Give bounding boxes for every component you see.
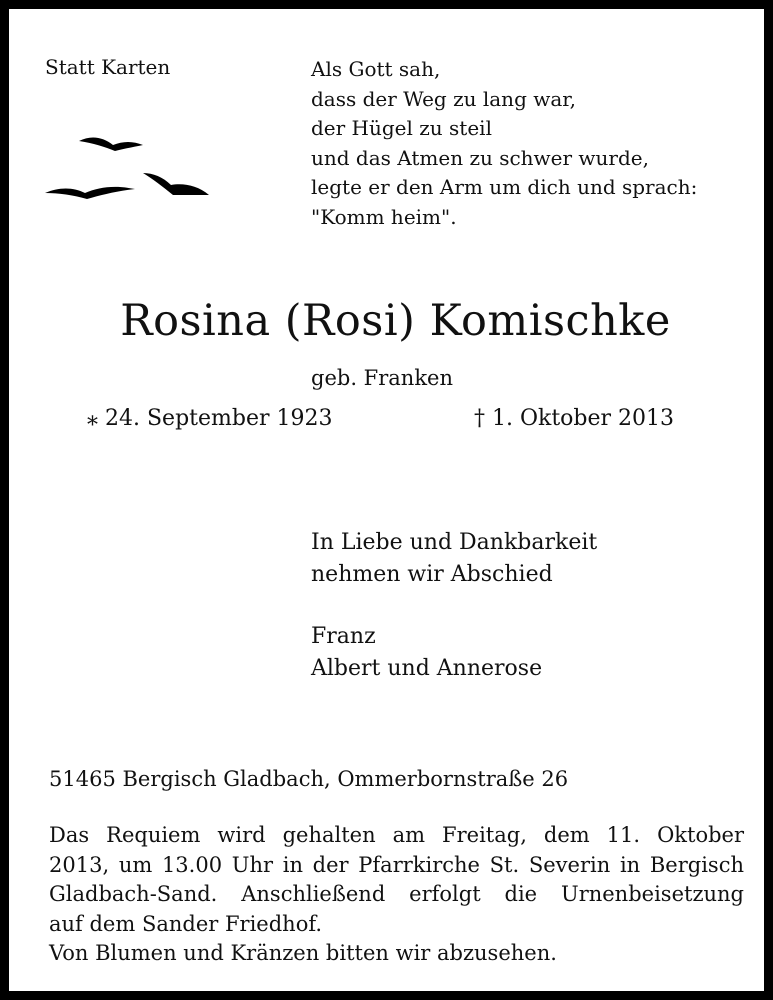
notice-line: auf dem Sander Friedhof. <box>49 911 323 936</box>
mourner-line: Albert und Annerose <box>311 656 543 681</box>
deceased-name: Rosina (Rosi) Komischke <box>120 296 671 346</box>
birth-date: ⁎ 24. September 1923 <box>87 406 333 431</box>
bird-icon <box>79 138 143 151</box>
notice-line: Das Requiem wird gehalten am Freitag, dem 11. Oktober <box>49 823 744 847</box>
notice-line: Gladbach-Sand. Anschließend erfolgt die Urnenbeisetzung <box>49 882 744 906</box>
statt-karten-label: Statt Karten <box>45 55 171 79</box>
flying-birds-icon <box>39 129 239 214</box>
farewell-text <box>311 527 597 591</box>
poem-line: und das Atmen zu schwer wurde, <box>311 145 649 170</box>
bird-icon <box>143 173 209 195</box>
bird-icon <box>45 187 135 199</box>
funeral-notice <box>49 821 744 969</box>
notice-line: Von Blumen und Kränzen bitten wir abzusehen. <box>49 941 557 965</box>
poem-line: der Hügel zu steil <box>311 116 492 140</box>
address: 51465 Bergisch Gladbach, Ommerbornstraße 26 <box>49 767 569 791</box>
mourner-line: Franz <box>311 624 376 649</box>
notice-line: 2013, um 13.00 Uhr in der Pfarrkirche St. Severin in Bergisch <box>49 852 744 877</box>
farewell-line: nehmen wir Abschied <box>311 562 553 587</box>
death-date: † 1. Oktober 2013 <box>474 406 675 431</box>
poem-line: dass der Weg zu lang war, <box>311 86 576 111</box>
mourners <box>311 621 542 685</box>
poem-line: Als Gott sah, <box>311 57 441 81</box>
poem-line: legte er den Arm um dich und sprach: <box>311 175 698 199</box>
poem-line: "Komm heim". <box>311 204 457 229</box>
maiden-name: geb. Franken <box>311 366 453 390</box>
farewell-line: In Liebe und Dankbarkeit <box>311 530 598 555</box>
poem <box>311 55 697 232</box>
